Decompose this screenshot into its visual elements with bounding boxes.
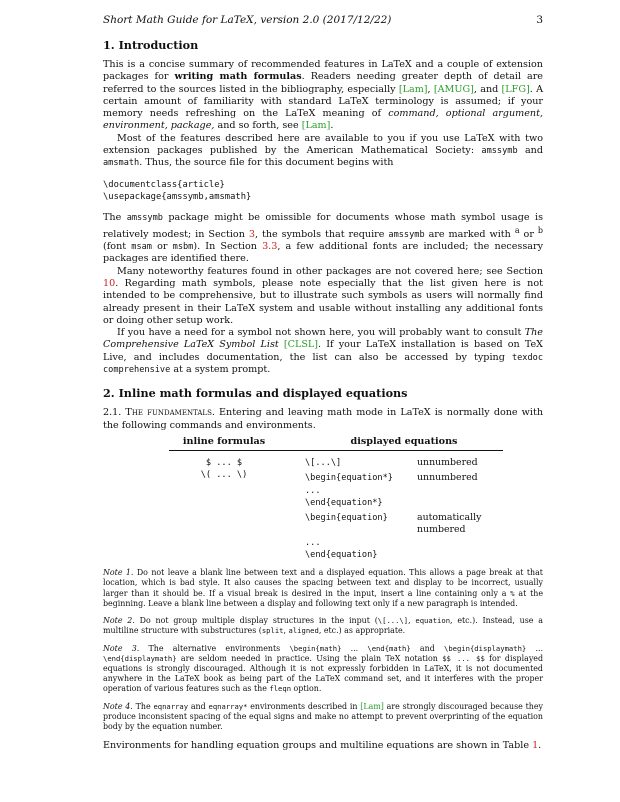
- note-3: Note 3. The alternative environments \begin{math} ... \end{math} and \begin{displaymath} ... \end{displaymath} are seldom needed in practice. Using the plain TeX notation $$ ... $$ for displayed equations is strongly discouraged. Although it is not expressly forbidden in LaTeX, it is not documented anywhere in the LaTeX book as being part of the LaTeX command set, and it interferes with the proper operation of various features such as the fleqn option.: [103, 643, 543, 694]
- code-line: \documentclass{article}: [103, 179, 225, 190]
- display-row: \end{equation}: [305, 549, 378, 560]
- display-row: \[...\] unnumbered: [305, 456, 478, 468]
- table-ref-1[interactable]: 1: [532, 740, 539, 752]
- intro-paragraph-1: This is a concise summary of recommended features in LaTeX and a couple of extension packages for writing math formulas. Readers needing greater depth of detail are referred to the sources listed in the bibliography, especially [Lam], [AMUG], and [LFG]. A certain amount of familiarity with standard LaTeX terminology is assumed; if your memory needs refreshing on the LaTeX meaning of command, optional argument, environment, package, and so forth, see [Lam].: [103, 59, 543, 132]
- citation-lam[interactable]: [Lam]: [360, 701, 384, 711]
- intro-paragraph-2: Most of the features described here are available to you if you use LaTeX with two extension packages published by the American Mathematical Society: amssymb and amsmath. Thus, the source file for this document begins with: [103, 132, 543, 169]
- citation-amug[interactable]: [AMUG]: [433, 83, 474, 95]
- header-title: Short Math Guide for LaTeX, version 2.0 (2017/12/22): [103, 14, 392, 26]
- code-line: \usepackage{amssymb,amsmath}: [103, 191, 252, 202]
- table-header-inline: inline formulas: [169, 436, 279, 451]
- section-ref-10[interactable]: 10: [103, 277, 116, 289]
- math-mode-table: [169, 436, 503, 561]
- closing-paragraph: Environments for handling equation groups and multiline equations are shown in Table 1.: [103, 740, 542, 752]
- display-row: \end{equation*}: [305, 497, 383, 508]
- display-row: ...: [305, 537, 321, 548]
- table-header-displayed: displayed equations: [305, 436, 503, 451]
- inline-syntax: \( ... \): [200, 470, 248, 481]
- inline-syntax: $ ... $: [205, 457, 243, 468]
- note-4: Note 4. The eqnarray and eqnarray* environments described in [Lam] are strongly discouraged because they produce inconsistent spacing of the equal signs and make no attempt to prevent overprinting of the equation body by the equation number.: [103, 701, 544, 731]
- citation-lfg[interactable]: [LFG]: [501, 83, 530, 95]
- code-block: [103, 179, 543, 204]
- section-ref-3-3[interactable]: 3.3: [262, 241, 278, 253]
- note-1: Note 1. Do not leave a blank line between text and a displayed equation. This allows a page break at that location, which is bad style. It also causes the spacing between text and display to be incorrect, usually larger than it should be. If a visual break is desired in the input, insert a line containing only a % at the beginning. Leave a blank line between a display and following text only if a new paragraph is intended.: [103, 568, 543, 608]
- section-1-heading: 1. Introduction: [103, 38, 199, 52]
- display-row: ...: [305, 485, 321, 496]
- subsection-2-1-intro: 2.1. The fundamentals. Entering and leaving math mode in LaTeX is normally done with the following commands and environments.: [103, 407, 543, 431]
- document-page: [103, 14, 543, 752]
- running-header: [103, 14, 543, 28]
- page-number: 3: [536, 14, 543, 26]
- intro-paragraph-3: The amssymb package might be omissible for documents whose math symbol usage is relatively modest; in Section 3, the symbols that require amssymb are marked with $^a$ or $^b$ (font msam or msbm). In Section 3.3, a few additional fonts are included; the necessary packages are identified there.: [103, 212, 544, 265]
- section-ref-3[interactable]: 3: [248, 228, 255, 240]
- display-row: \begin{equation} automatically numbered: [305, 512, 482, 536]
- citation-clsl[interactable]: [CLSL]: [283, 339, 319, 351]
- citation-lam[interactable]: [Lam]: [301, 120, 331, 132]
- citation-lam[interactable]: [Lam]: [398, 83, 428, 95]
- intro-paragraph-5: If you have a need for a symbol not shown here, you will probably want to consult The Comprehensive LaTeX Symbol List [CLSL]. If your LaTeX installation is based on TeX Live, and includes documentation, the list can also be accessed by typing texdoc comprehensive at a system prompt.: [103, 327, 543, 376]
- intro-paragraph-4: Many noteworthy features found in other packages are not covered here; see Section 10. Regarding math symbols, please note especially that the list given here is not intended to be comprehensive, but to illustrate such symbols as users will normally find already present in their LaTeX system and usable without installing any additional fonts or doing other setup work.: [103, 265, 543, 326]
- note-2: Note 2. Do not group multiple display structures in the input (\[...\], equation, etc.). Instead, use a multiline structure with substructures (split, aligned, etc.) as appropriate.: [103, 616, 543, 636]
- section-2-heading: 2. Inline math formulas and displayed equations: [103, 386, 408, 401]
- display-row: \begin{equation*} unnumbered: [305, 472, 478, 484]
